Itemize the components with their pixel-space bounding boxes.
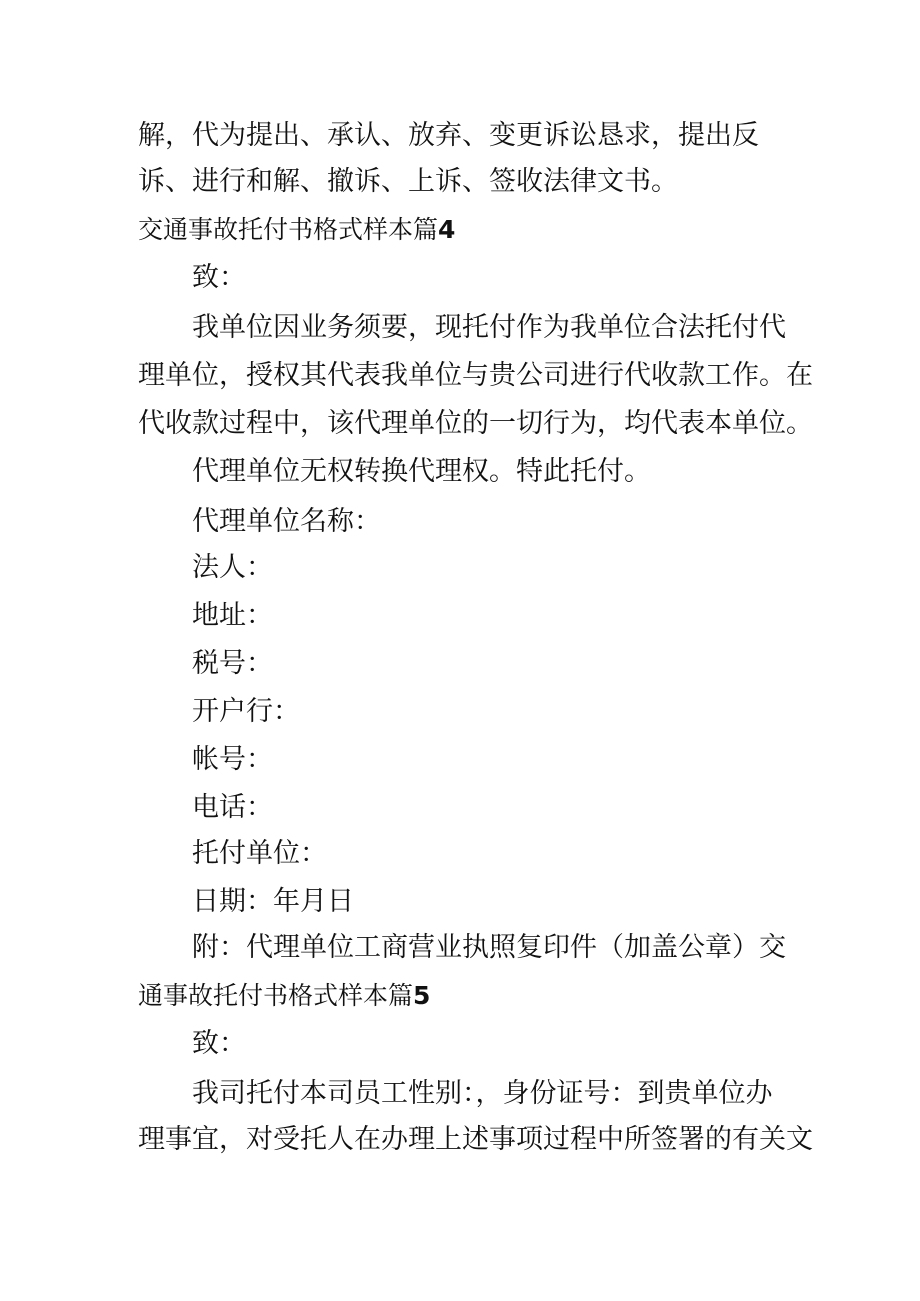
form-field-date: 日期：年月日 bbox=[192, 886, 354, 917]
salutation-line: 致： bbox=[192, 262, 246, 293]
section-heading-4 bbox=[138, 212, 455, 248]
form-field-agent-name: 代理单位名称： bbox=[192, 506, 381, 537]
body-text-line: 解，代为提出、承认、放弃、变更诉讼恳求，提出反 bbox=[138, 120, 759, 151]
body-text-line: 我司托付本司员工性别：，身份证号：到贵单位办 bbox=[192, 1078, 773, 1109]
section-heading-number: 4 bbox=[438, 215, 456, 244]
body-text-line: 理单位，授权其代表我单位与贵公司进行代收款工作。在 bbox=[138, 360, 813, 391]
form-field-bank: 开户行： bbox=[192, 696, 300, 727]
form-field-legal-person: 法人： bbox=[192, 552, 273, 583]
form-field-principal: 托付单位： bbox=[192, 838, 327, 869]
form-field-account: 帐号： bbox=[192, 744, 273, 775]
form-field-phone: 电话： bbox=[192, 792, 273, 823]
attachment-line: 附：代理单位工商营业执照复印件（加盖公章）交 bbox=[192, 932, 786, 963]
salutation-line: 致： bbox=[192, 1028, 246, 1059]
body-text-line: 我单位因业务须要，现托付作为我单位合法托付代 bbox=[192, 312, 786, 343]
form-field-address: 地址： bbox=[192, 600, 273, 631]
section-heading-5 bbox=[138, 978, 430, 1014]
form-field-tax-number: 税号： bbox=[192, 648, 273, 679]
section-heading-number: 5 bbox=[413, 981, 431, 1010]
body-text-line: 代收款过程中，该代理单位的一切行为，均代表本单位。 bbox=[138, 408, 813, 439]
section-heading-text: 通事故托付书格式样本篇 bbox=[138, 981, 414, 1010]
section-heading-text: 交通事故托付书格式样本篇 bbox=[138, 215, 439, 244]
body-text-line: 理事宜，对受托人在办理上述事项过程中所签署的有关文 bbox=[138, 1124, 813, 1155]
body-text-line: 诉、进行和解、撤诉、上诉、签收法律文书。 bbox=[138, 166, 678, 197]
body-text-line: 代理单位无权转换代理权。特此托付。 bbox=[192, 456, 651, 487]
